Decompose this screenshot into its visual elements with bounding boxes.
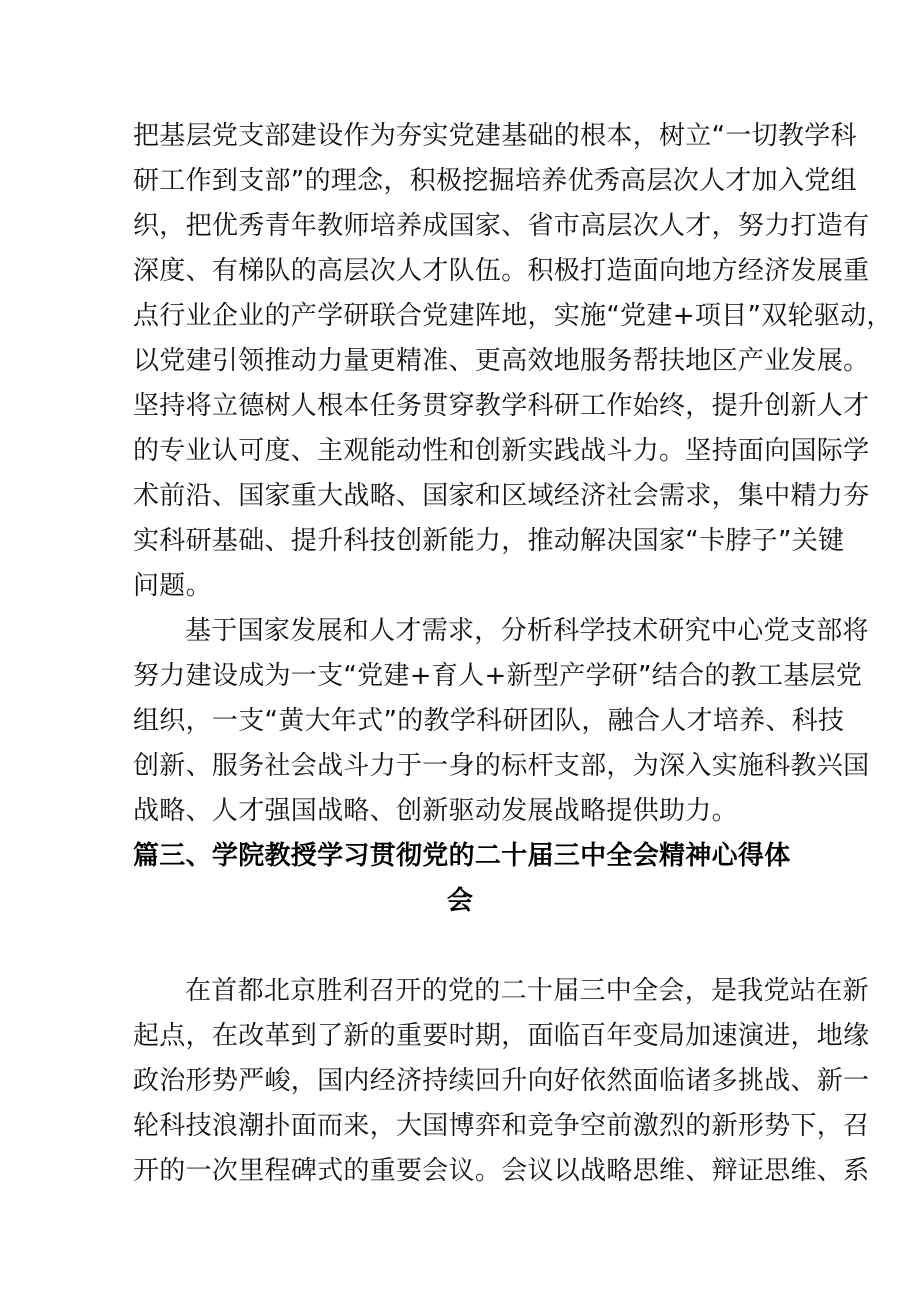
paragraph-2-line-4: 创新、服务社会战斗力于一身的标杆支部，为深入实施科教兴国 (133, 751, 870, 781)
paragraph-3-line-1: 在首都北京胜利召开的党的二十届三中全会，是我党站在新 (185, 976, 869, 1006)
section-heading-line-1: 篇三、学院教授学习贯彻党的二十届三中全会精神心得体 (133, 841, 791, 871)
paragraph-1-line-5: 点行业企业的产学研联合党建阵地，实施“党建+项目”双轮驱动， (133, 301, 893, 331)
paragraph-2-line-2: 努力建设成为一支“党建+育人+新型产学研”结合的教工基层党 (133, 661, 863, 691)
paragraph-3-line-5: 开的一次里程碑式的重要会议。会议以战略思维、辩证思维、系 (133, 1156, 870, 1186)
paragraph-2-line-3: 组织，一支“黄大年式”的教学科研团队，融合人才培养、科技 (133, 706, 845, 736)
paragraph-1-line-3: 织，把优秀青年教师培养成国家、省市高层次人才，努力打造有 (133, 211, 870, 241)
paragraph-1-line-2: 研工作到支部”的理念，积极挖掘培养优秀高层次人才加入党组 (133, 166, 857, 196)
paragraph-3-line-4: 轮科技浪潮扑面而来，大国博弈和竞争空前激烈的新形势下，召 (133, 1111, 870, 1141)
paragraph-3-line-2: 起点，在改革到了新的重要时期，面临百年变局加速演进，地缘 (133, 1021, 870, 1051)
section-heading-line-2: 会 (446, 886, 474, 916)
paragraph-1-line-4: 深度、有梯队的高层次人才队伍。积极打造面向地方经济发展重 (133, 256, 870, 286)
paragraph-3-line-3: 政治形势严峻，国内经济持续回升向好依然面临诸多挑战、新一 (133, 1066, 870, 1096)
paragraph-1-line-9: 术前沿、国家重大战略、国家和区域经济社会需求，集中精力夯 (133, 481, 870, 511)
paragraph-2-line-1: 基于国家发展和人才需求，分析科学技术研究中心党支部将 (185, 616, 869, 646)
paragraph-1-line-6: 以党建引领推动力量更精准、更高效地服务帮扶地区产业发展。 (133, 346, 870, 376)
paragraph-1-line-8: 的专业认可度、主观能动性和创新实践战斗力。坚持面向国际学 (133, 436, 870, 466)
paragraph-1-line-10: 实科研基础、提升科技创新能力，推动解决国家“卡脖子”关键 (133, 526, 845, 556)
paragraph-1-line-7: 坚持将立德树人根本任务贯穿教学科研工作始终，提升创新人才 (133, 391, 870, 421)
paragraph-1-line-11: 问题。 (133, 571, 212, 601)
paragraph-1-line-1: 把基层党支部建设作为夯实党建基础的根本，树立“一切教学科 (133, 121, 857, 151)
paragraph-2-line-5: 战略、人才强国战略、创新驱动发展战略提供助力。 (133, 796, 738, 826)
